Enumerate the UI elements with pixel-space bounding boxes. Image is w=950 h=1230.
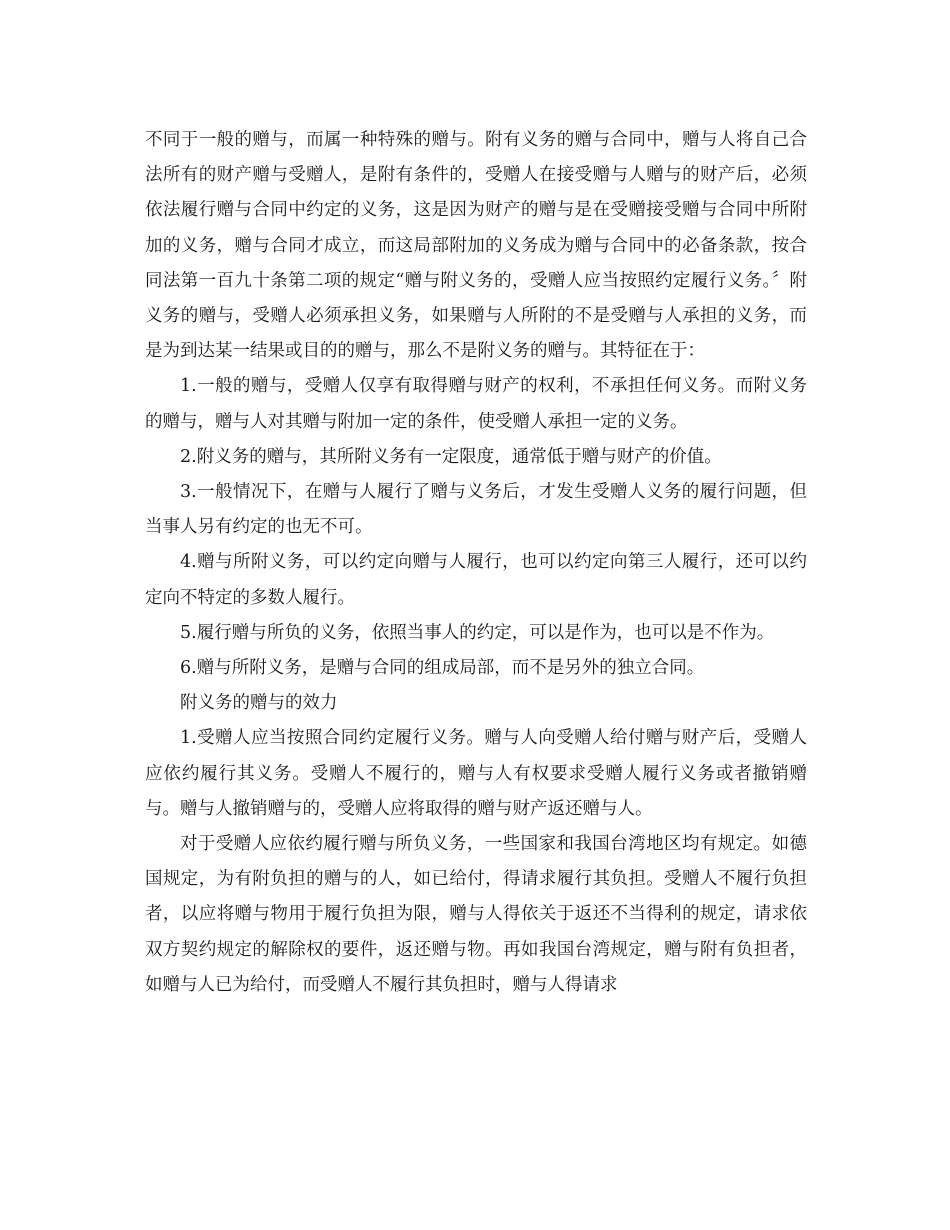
- paragraph-intro: 不同于一般的赠与，而属一种特殊的赠与。附有义务的赠与合同中，赠与人将自己合法所有的财产赠与受赠人，是附有条件的，受赠人在接受赠与人赠与的财产后，必须依法履行赠与合同中约定的义务，这是因为财产的赠与是在受赠接受赠与合同中所附加的义务，赠与合同才成立，而这局部附加的义务成为赠与合同中的必备条款，按合同法第一百九十条第二项的规定“赠与附义务的，受赠人应当按照约定履行义务。〞附义务的赠与，受赠人必须承担义务，如果赠与人所附的不是受赠与人承担的义务，而是为到达某一结果或目的的赠与，那么不是附义务的赠与。其特征在于：: [145, 130, 807, 362]
- paragraph-feature-6: 6.赠与所附义务，是赠与合同的组成局部，而不是另外的独立合同。: [180, 658, 705, 679]
- paragraph-comparative-law: 对于受赠人应依约履行赠与所负义务，一些国家和我国台湾地区均有规定。如德国规定，为有附负担的赠与的人，如已给付，得请求履行其负担。受赠人不履行负担者，以应将赠与物用于履行负担为限，赠与人得依关于返还不当得利的规定，请求依双方契约规定的解除权的要件，返还赠与物。再如我国台湾规定，赠与附有负担者，如赠与人已为给付，而受赠人不履行其负担时，赠与人得请求: [145, 834, 807, 995]
- paragraph-feature-2: 2.附义务的赠与，其所附义务有一定限度，通常低于赠与财产的价值。: [180, 446, 722, 467]
- paragraph-feature-1: 1.一般的赠与，受赠人仅享有取得赠与财产的权利，不承担任何义务。而附义务的赠与，赠与人对其赠与附加一定的条件，使受赠人承担一定的义务。: [145, 376, 807, 432]
- paragraph-feature-3: 3.一般情况下，在赠与人履行了赠与义务后，才发生受赠人义务的履行问题，但当事人另有约定的也无不可。: [145, 482, 807, 538]
- document-page: [145, 123, 807, 1003]
- paragraph-feature-4: 4.赠与所附义务，可以约定向赠与人履行，也可以约定向第三人履行，还可以约定向不特定的多数人履行。: [145, 552, 807, 608]
- paragraph-effect-1: 1.受赠人应当按照合同约定履行义务。赠与人向受赠人给付赠与财产后，受赠人应依约履行其义务。受赠人不履行的，赠与人有权要求受赠人履行义务或者撤销赠与。赠与人撤销赠与的，受赠人应将取得的赠与财产返还赠与人。: [145, 728, 807, 819]
- paragraph-feature-5: 5.履行赠与所负的义务，依照当事人的约定，可以是作为，也可以是不作为。: [180, 622, 775, 643]
- section-heading-effect: 附义务的赠与的效力: [180, 693, 338, 714]
